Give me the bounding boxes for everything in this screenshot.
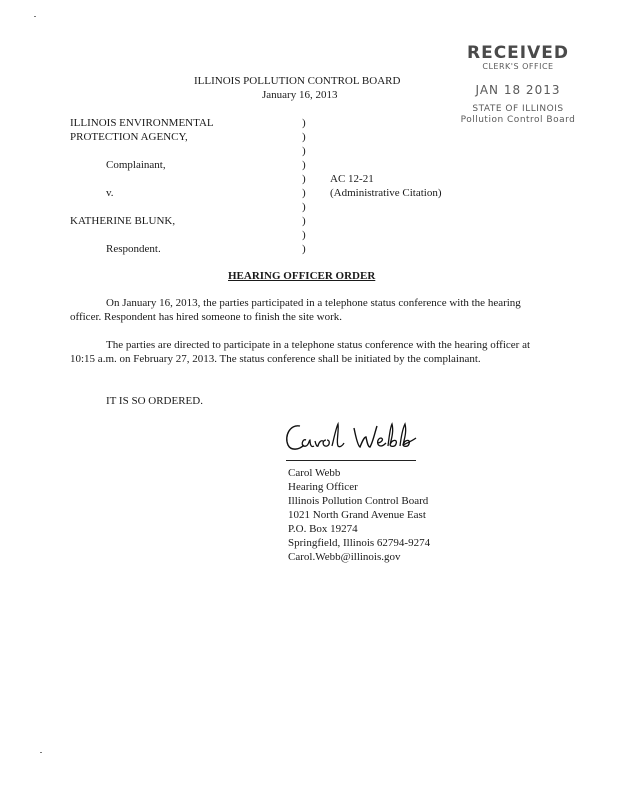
signer-address-city: Springfield, Illinois 62794-9274	[288, 537, 431, 549]
signer-title: Hearing Officer	[288, 481, 358, 493]
case-number: AC 12-21	[330, 173, 374, 185]
signer-email: Carol.Webb@illinois.gov	[288, 551, 401, 563]
stray-mark-top	[34, 16, 36, 17]
stray-mark-bottom	[40, 752, 42, 753]
caption-parentheses: ) ) ) ) ) ) ) ) ) )	[302, 117, 306, 255]
complainant-name-line1: ILLINOIS ENVIRONMENTAL	[70, 117, 214, 129]
respondent-name: KATHERINE BLUNK,	[70, 215, 176, 227]
order-paragraph-2	[70, 338, 530, 366]
case-type: (Administrative Citation)	[330, 187, 442, 199]
order-date: January 16, 2013	[262, 89, 338, 101]
versus: v.	[106, 187, 114, 199]
order-title: HEARING OFFICER ORDER	[228, 270, 376, 282]
stamp-date: JAN 18 2013	[475, 83, 561, 97]
stamp-received: RECEIVED	[467, 43, 569, 63]
order-paragraph-2-text: The parties are directed to participate in a telephone status conference with the hearing officer at 10:15 a.m. on February 27, 2013. The status conference shall be initiated by the complainant.	[70, 339, 531, 365]
signer-address-pobox: P.O. Box 19274	[288, 523, 358, 535]
order-paragraph-1	[70, 296, 530, 324]
received-stamp	[458, 44, 578, 126]
closing-statement: IT IS SO ORDERED.	[106, 395, 203, 407]
handwritten-signature	[282, 418, 422, 458]
stamp-board: Pollution Control Board	[460, 115, 576, 125]
order-paragraph-1-text: On January 16, 2013, the parties participated in a telephone status conference with the hearing officer. Respondent has hired someone to finish the site work.	[70, 297, 521, 323]
complainant-name-line2: PROTECTION AGENCY,	[70, 131, 188, 143]
complainant-role: Complainant,	[106, 159, 166, 171]
signer-address-street: 1021 North Grand Avenue East	[288, 509, 426, 521]
stamp-clerks-office: CLERK'S OFFICE	[482, 62, 554, 71]
signer-organization: Illinois Pollution Control Board	[288, 495, 429, 507]
signer-name: Carol Webb	[288, 467, 341, 479]
signature-line	[286, 460, 416, 461]
board-name: ILLINOIS POLLUTION CONTROL BOARD	[194, 75, 401, 87]
stamp-state: STATE OF ILLINOIS	[472, 104, 564, 114]
respondent-role: Respondent.	[106, 243, 161, 255]
